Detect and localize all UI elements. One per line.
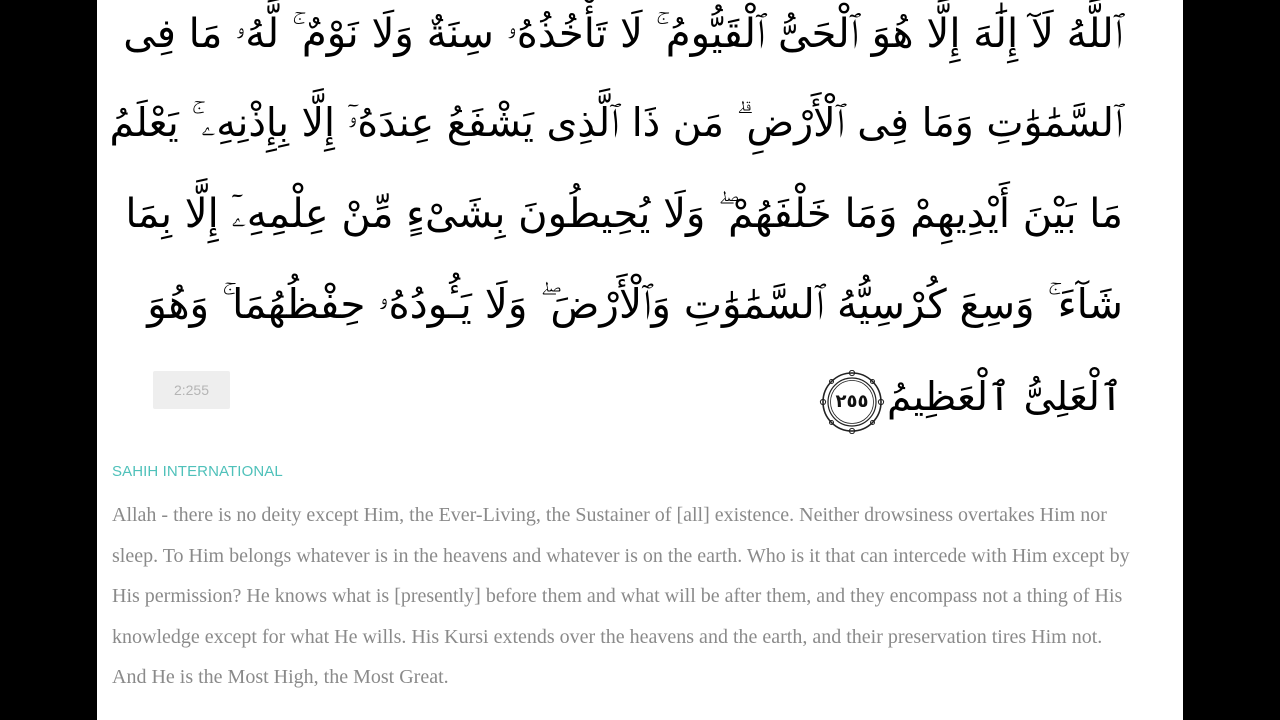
translator-label: SAHIH INTERNATIONAL [112,463,283,480]
translation-text: Allah - there is no deity except Him, the Ever-Living, the Sustainer of [all] existence. Neither drowsiness overtakes Him nor sleep. To Him belongs whatever is in the heavens and whatever is on the earth. Who is it that can intercede with Him except by His permission? He knows what is [presently] before them and what will be after them, and they encompass not a thing of His knowledge except for what He wills. His Kursi extends over the heavens and the earth, and their preservation tires Him not. And He is the Most High, the Most Great. [112,504,1130,688]
arabic-line-2: ٱلسَّمَٰوَٰتِ وَمَا فِى ٱلْأَرْضِ ۗ مَن ذَا ٱلَّذِى يَشْفَعُ عِندَهُۥٓ إِلَّا بِإِذْنِهِۦ ۚ يَعْلَمُ [109,100,1123,146]
verse-page [97,0,1183,720]
arabic-line-5: ٱلْعَلِىُّ ٱلْعَظِيمُ [887,375,1123,420]
verse-reference-badge[interactable]: 2:255 [153,371,230,409]
ayah-end-marker [819,370,885,434]
ayah-number: ٢٥٥ [835,391,869,412]
arabic-verse [97,0,1183,445]
arabic-line-4: شَآءَ ۚ وَسِعَ كُرْسِيُّهُ ٱلسَّمَٰوَٰتِ وَٱلْأَرْضَ ۖ وَلَا يَـُٔودُهُۥ حِفْظُهُمَا ۚ وَهُوَ [147,280,1123,328]
arabic-line-3: مَا بَيْنَ أَيْدِيهِمْ وَمَا خَلْفَهُمْ ۖ وَلَا يُحِيطُونَ بِشَىْءٍ مِّنْ عِلْمِهِۦٓ إِلَّا بِمَا [125,191,1123,237]
arabic-line-1: ٱللَّهُ لَآ إِلَٰهَ إِلَّا هُوَ ٱلْحَىُّ ٱلْقَيُّومُ ۚ لَا تَأْخُذُهُۥ سِنَةٌ وَلَا نَوْمٌ ۚ لَّهُۥ مَا فِى [123,11,1123,57]
